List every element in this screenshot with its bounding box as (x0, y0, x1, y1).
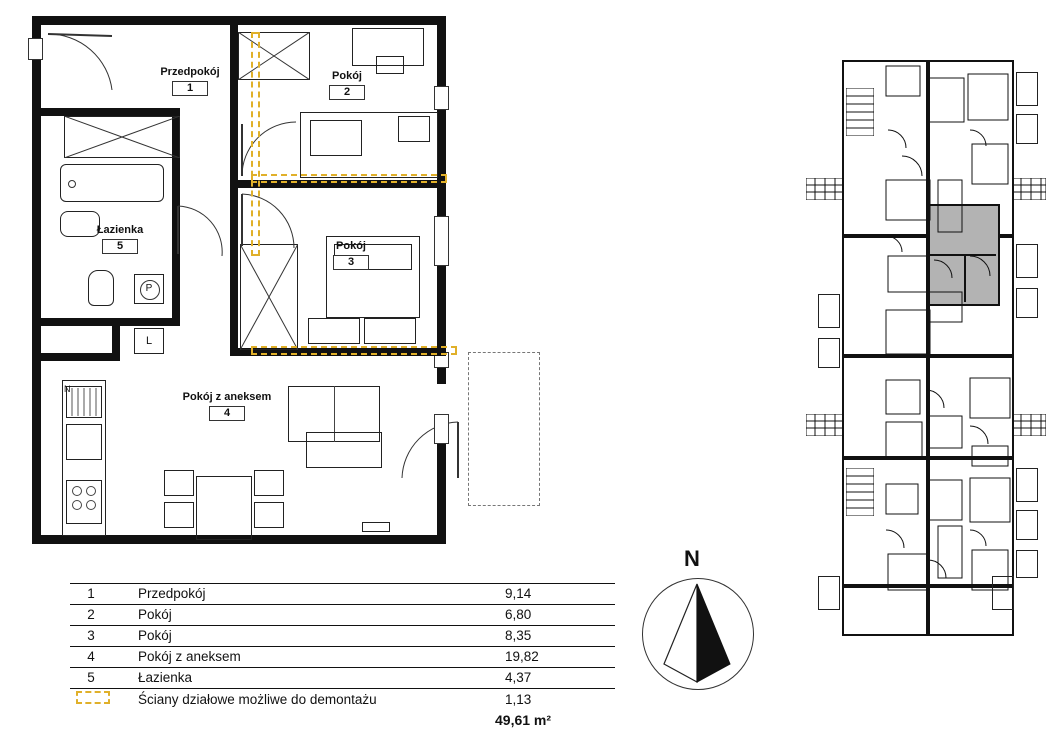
dining-table (196, 476, 252, 540)
door-entrance (46, 32, 118, 94)
balcony-stub-10 (992, 576, 1014, 610)
wall-outer-right-mid2 (437, 266, 446, 352)
legend-area: 6,80 (485, 605, 615, 626)
demountable-wall-horizontal (251, 174, 447, 183)
door-room2 (240, 120, 298, 178)
balcony-stub-9 (818, 576, 840, 610)
balcony-door-leaf (434, 414, 449, 444)
legend-row (70, 668, 615, 689)
room-label-5 (72, 224, 168, 254)
wall-outer-left (32, 16, 41, 544)
wall-outer-right-mid1 (437, 110, 446, 216)
room-label-5-number: 5 (102, 239, 138, 254)
chair-4 (254, 502, 284, 528)
demountable-area: 1,13 (505, 691, 532, 707)
coffee-table (306, 432, 382, 468)
door-room3 (240, 192, 296, 250)
wall-outer-top (32, 16, 446, 25)
bed-room2-pillow (310, 120, 362, 156)
window-left-1 (28, 38, 43, 60)
chair-2 (164, 502, 194, 528)
balcony-stub-2 (1016, 114, 1038, 144)
legend-name: Łazienka (112, 668, 485, 689)
demountable-name: Ściany działowe możliwe do demontażu (138, 691, 377, 707)
legend-number: 1 (70, 584, 112, 605)
hob-burner-4 (86, 500, 96, 510)
balcony-stub-11 (1016, 550, 1038, 578)
balcony-stub-4 (1016, 288, 1038, 318)
balcony-stub-8 (818, 338, 840, 368)
compass (632, 546, 752, 706)
closet-upper-left-hatch (64, 116, 180, 158)
room-label-4-number: 4 (209, 406, 245, 421)
balcony-outline (468, 352, 540, 506)
wall-bathroom-top (41, 108, 180, 116)
hatched-wall-right-lower (1012, 414, 1046, 436)
room-label-1 (130, 66, 250, 96)
balcony-stub-7 (818, 294, 840, 328)
legend-number: 3 (70, 626, 112, 647)
fridge-label: L (145, 335, 153, 347)
hob-burner-2 (86, 486, 96, 496)
balcony-door-frame (437, 368, 446, 384)
window-right-1 (434, 86, 449, 110)
legend-name: Pokój z aneksem (112, 647, 485, 668)
building-unit-partitions (842, 60, 1014, 636)
legend-row (70, 605, 615, 626)
legend-area: 19,82 (485, 647, 615, 668)
room-label-4-name: Pokój z aneksem (182, 391, 272, 403)
legend-number: 2 (70, 605, 112, 626)
kitchen-north-marker: N (64, 384, 71, 394)
hatched-wall-left-lower (806, 414, 844, 436)
demountable-wall-vertical (251, 32, 260, 256)
demountable-wall-horizontal-2 (251, 346, 457, 355)
bathtub-tap (68, 180, 76, 188)
room-label-4 (152, 391, 302, 421)
total-area: 49,61 m² (495, 712, 552, 728)
washing-machine-label: P (145, 283, 153, 294)
hatched-wall-left-upper (806, 178, 844, 200)
room-label-1-name: Przedpokój (160, 66, 220, 78)
hob-burner-3 (72, 500, 82, 510)
legend-number: 5 (70, 668, 112, 689)
legend-number: 4 (70, 647, 112, 668)
apartment-plan (24, 8, 544, 560)
legend-area: 8,35 (485, 626, 615, 647)
chair-3 (254, 470, 284, 496)
legend-name: Pokój (112, 626, 485, 647)
wall-outer-right-upper (437, 16, 446, 86)
room-label-3-name: Pokój (336, 240, 366, 252)
wardrobe-room3-hatch (240, 244, 298, 350)
legend-row (70, 626, 615, 647)
toilet (88, 270, 114, 306)
balcony-stub-1 (1016, 72, 1038, 106)
balcony-stub-5 (1016, 468, 1038, 502)
kitchen-hob (66, 480, 102, 524)
wall-bathroom-bottom (41, 318, 180, 326)
tv-unit (362, 522, 390, 532)
room-label-3 (306, 240, 396, 270)
balcony-door-swing (398, 420, 460, 482)
nightstand-room3-left (308, 318, 360, 344)
room-label-1-number: 1 (172, 81, 208, 96)
hatched-wall-right-upper (1012, 178, 1046, 200)
hob-burner-1 (72, 486, 82, 496)
legend-row-demountable (70, 689, 615, 711)
legend-name: Przedpokój (112, 584, 485, 605)
compass-north-label: N (684, 546, 700, 571)
kitchen-cabinet (66, 424, 102, 460)
room-label-3-number: 3 (333, 255, 369, 270)
demountable-swatch (70, 689, 112, 711)
room-label-2 (302, 70, 392, 100)
building-key-plan (806, 48, 1046, 648)
balcony-stub-6 (1016, 510, 1038, 540)
legend-table (70, 583, 615, 710)
door-bathroom (176, 204, 224, 258)
room-label-5-name: Łazienka (96, 224, 144, 236)
chair-1 (164, 470, 194, 496)
legend-area: 4,37 (485, 668, 615, 689)
kitchen-sink-lines (66, 386, 102, 418)
legend-name: Pokój (112, 605, 485, 626)
room-label-2-number: 2 (329, 85, 365, 100)
legend-row (70, 584, 615, 605)
nightstand-room2 (398, 116, 430, 142)
room-label-2-name: Pokój (332, 70, 362, 82)
wall-hallway-bottom (41, 353, 120, 361)
legend-area: 9,14 (485, 584, 615, 605)
legend-row (70, 647, 615, 668)
nightstand-room3-right (364, 318, 416, 344)
compass-needle-icon (642, 578, 752, 688)
window-right-2 (434, 216, 449, 266)
balcony-stub-3 (1016, 244, 1038, 278)
